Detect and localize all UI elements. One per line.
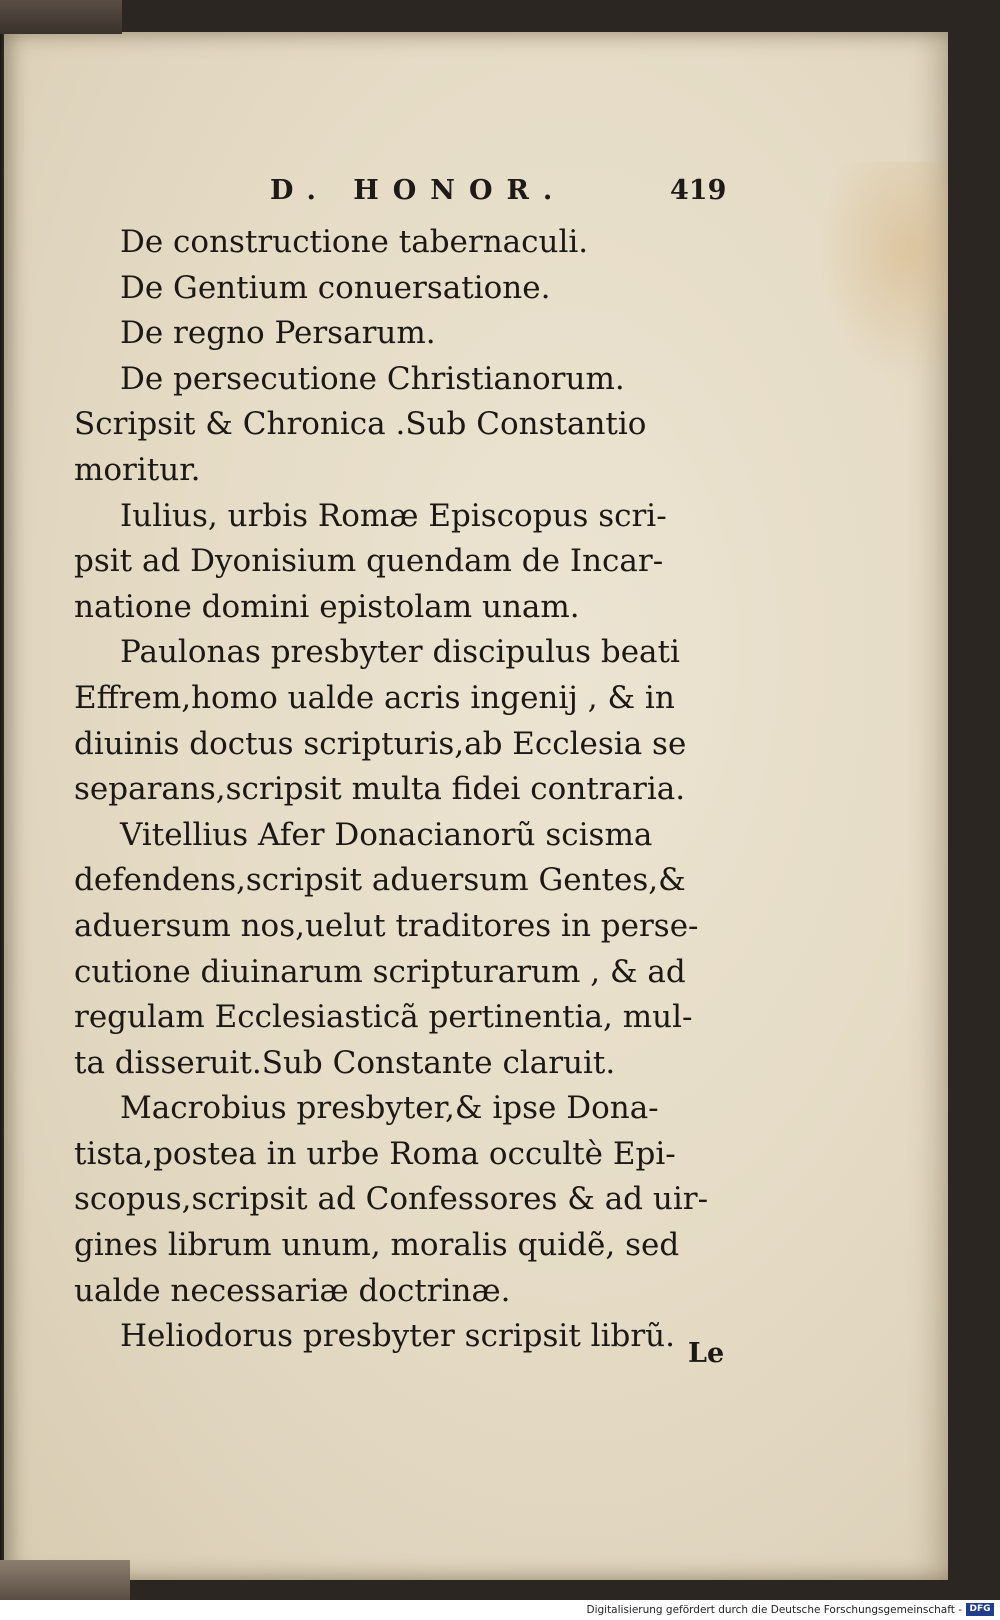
text-line: De constructione tabernaculi. <box>120 224 589 260</box>
text-line: aduersum nos,uelut traditores in perse- <box>74 907 699 944</box>
text-line: De persecutione Christianorum. <box>120 360 625 397</box>
page-corner-shadow <box>0 0 122 34</box>
text-line: regulam Ecclesiasticã pertinentia, mul- <box>74 999 693 1036</box>
digitization-footer <box>0 1600 1000 1620</box>
text-line: psit ad Dyonisium quendam de Incar- <box>74 543 664 580</box>
text-line: moritur. <box>74 451 201 488</box>
text-line: scopus,scripsit ad Confessores & ad uir- <box>74 1181 709 1218</box>
body-text <box>74 220 754 1360</box>
text-line: Scripsit & Chronica .Sub Constantio <box>74 406 647 443</box>
footer-credit: Digitalisierung gefördert durch die Deutsche Forschungsgemeinschaft - <box>586 1604 962 1616</box>
page-number: 419 <box>670 175 727 206</box>
text-line: tista,postea in urbe Roma occultè Epi- <box>74 1135 676 1172</box>
dfg-logo: DFG <box>966 1603 994 1616</box>
text-line: Vitellius Afer Donacianorũ scisma <box>120 816 653 853</box>
text-line: Paulonas presbyter discipulus beati <box>120 634 680 671</box>
text-line: natione domini epistolam unam. <box>74 588 580 625</box>
book-spine-edge <box>0 1560 130 1600</box>
book-page <box>4 32 948 1580</box>
catchword: Le <box>688 1338 725 1369</box>
text-line: gines librum unum, moralis quidẽ, sed <box>74 1227 680 1264</box>
page-header <box>4 175 948 215</box>
text-line: Macrobius presbyter,& ipse Dona- <box>120 1090 659 1127</box>
text-line: ualde necessariæ doctrinæ. <box>74 1272 511 1309</box>
text-line: De regno Persarum. <box>120 315 436 352</box>
text-line: separans,scripsit multa fidei contraria. <box>74 771 686 808</box>
text-line: diuinis doctus scripturis,ab Ecclesia se <box>74 725 687 762</box>
running-head: D. HONOR. <box>270 175 567 206</box>
text-line: Effrem,homo ualde acris ingenij , & in <box>74 679 675 716</box>
text-line: ta disseruit.Sub Constante claruit. <box>74 1044 616 1081</box>
text-line: cutione diuinarum scripturarum , & ad <box>74 953 686 990</box>
text-line: Heliodorus presbyter scripsit librũ. <box>120 1318 675 1355</box>
text-line: Iulius, urbis Romæ Episcopus scri- <box>120 497 667 534</box>
text-line: defendens,scripsit aduersum Gentes,& <box>74 862 686 899</box>
text-line: De Gentium conuersatione. <box>120 269 551 306</box>
